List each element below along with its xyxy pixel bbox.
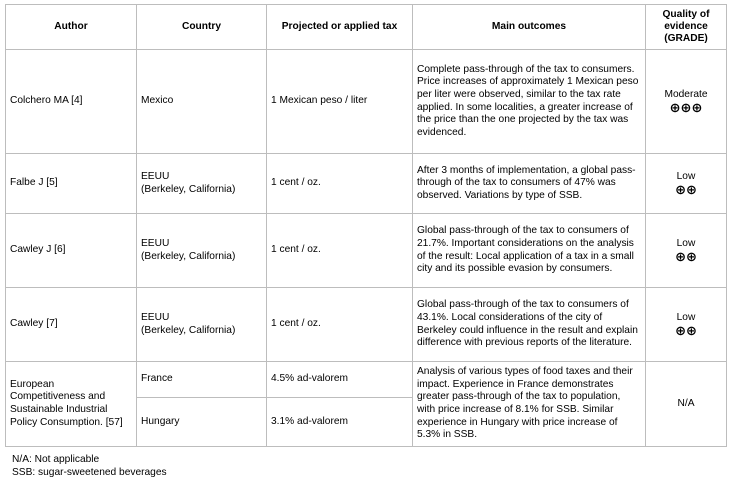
country-cell — [137, 288, 267, 362]
tax-cell: 1 cent / oz. — [267, 214, 413, 288]
tax-cell: 1 cent / oz. — [267, 154, 413, 214]
country-line: Mexico — [141, 95, 174, 107]
country-cell — [137, 50, 267, 154]
grade-label: Moderate — [664, 88, 708, 100]
country-line: (Berkeley, California) — [141, 250, 236, 262]
country-cell — [137, 154, 267, 214]
country-line: EEUU — [141, 170, 170, 182]
outcome-cell: After 3 months of implementation, a global pass-through of the tax to consumers of 47% was observed. Variations by type of SSB. — [413, 154, 646, 214]
quality-cell — [646, 154, 727, 214]
country-line: EEUU — [141, 311, 170, 323]
table-row — [6, 154, 727, 214]
footnote: SSB: sugar-sweetened beverages — [12, 467, 167, 478]
grade-label: Low — [676, 237, 696, 249]
header-country: Country — [137, 5, 267, 50]
country-cell — [137, 214, 267, 288]
tax-cell: 1 Mexican peso / liter — [267, 50, 413, 154]
author-cell: Cawley J [6] — [6, 214, 137, 288]
outcome-cell: Global pass-through of the tax to consumers of 21.7%. Important considerations on the analysis of the result: Local application of a tax in a small city and its possible evasion by consumers. — [413, 214, 646, 288]
country-line: (Berkeley, California) — [141, 324, 236, 336]
country-cell: Hungary — [137, 398, 267, 447]
table-row — [6, 50, 727, 154]
country-line: (Berkeley, California) — [141, 183, 236, 195]
header-row — [6, 5, 727, 50]
grade-symbol: ⊕⊕⊕ — [669, 100, 703, 116]
country-cell: France — [137, 362, 267, 398]
footnotes — [12, 453, 167, 479]
author-cell: Cawley [7] — [6, 288, 137, 362]
grade-label: Low — [676, 170, 696, 182]
table-row — [6, 214, 727, 288]
evidence-table — [5, 4, 727, 447]
author-cell: Falbe J [5] — [6, 154, 137, 214]
grade-symbol: ⊕⊕ — [675, 182, 697, 198]
header-quality: Quality of evidence (GRADE) — [646, 5, 727, 50]
header-tax: Projected or applied tax — [267, 5, 413, 50]
tax-cell: 1 cent / oz. — [267, 288, 413, 362]
grade-symbol: ⊕⊕ — [675, 249, 697, 265]
quality-cell — [646, 214, 727, 288]
tax-cell: 4.5% ad-valorem — [267, 362, 413, 398]
footnote: N/A: Not applicable — [12, 454, 100, 465]
grade-symbol: ⊕⊕ — [675, 323, 697, 339]
outcome-cell: Analysis of various types of food taxes and their impact. Experience in France demonstrates greater pass-through of the tax to population, with price increase of 8.1% for SSB. Similar experience in Hungary with price increase of 5.3% in SSB. — [413, 362, 646, 447]
quality-cell: N/A — [646, 362, 727, 447]
outcome-cell: Global pass-through of the tax to consumers of 43.1%. Local considerations of the city of Berkeley could influence in the result and explain difference with previous reports of the literature. — [413, 288, 646, 362]
author-cell: European Competitiveness and Sustainable Industrial Policy Consumption. [57] — [6, 362, 137, 447]
table-row — [6, 288, 727, 362]
header-outcomes: Main outcomes — [413, 5, 646, 50]
grade-label: Low — [676, 311, 696, 323]
header-author: Author — [6, 5, 137, 50]
quality-cell — [646, 50, 727, 154]
tax-cell: 3.1% ad-valorem — [267, 398, 413, 447]
country-line: EEUU — [141, 237, 170, 249]
author-cell: Colchero MA [4] — [6, 50, 137, 154]
table-row — [6, 362, 727, 398]
quality-cell — [646, 288, 727, 362]
outcome-cell: Complete pass-through of the tax to consumers. Price increases of approximately 1 Mexican peso per liter were observed, similar to the tax rate applied. In some localities, a greater increase of the price than the one projected by the tax was evidenced. — [413, 50, 646, 154]
